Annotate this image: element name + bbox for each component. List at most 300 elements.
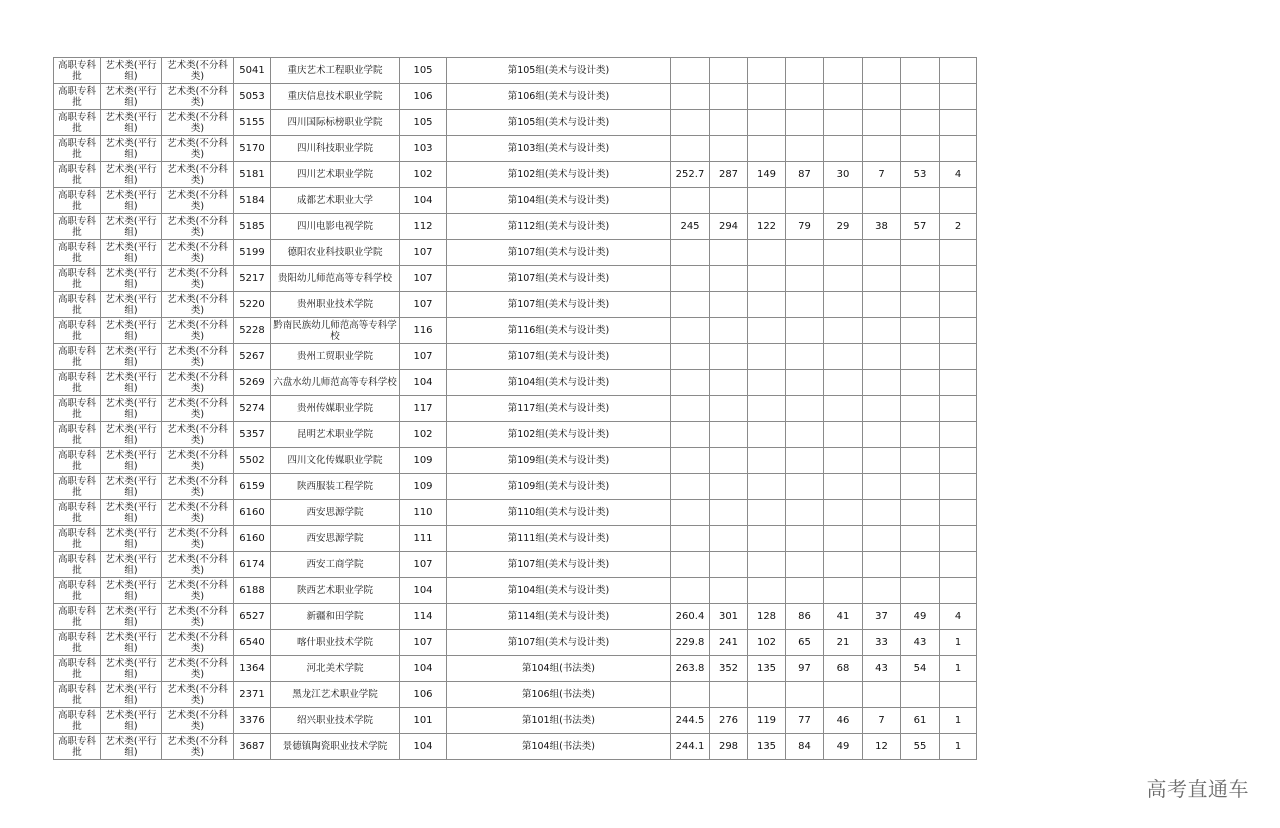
table-row — [54, 370, 977, 396]
school-name-cell: 景德镇陶瓷职业技术学院 — [271, 734, 400, 760]
subcategory-cell: 艺术类(不分科类) — [162, 110, 234, 136]
category-cell: 艺术类(平行组) — [101, 58, 162, 84]
subcategory-cell: 艺术类(不分科类) — [162, 422, 234, 448]
table-row — [54, 500, 977, 526]
score-col-8-cell — [940, 344, 977, 370]
group-code-cell: 110 — [400, 500, 447, 526]
score-col-6-cell — [863, 578, 901, 604]
category-cell: 艺术类(平行组) — [101, 292, 162, 318]
school-name-cell: 喀什职业技术学院 — [271, 630, 400, 656]
score-col-5-cell — [824, 266, 863, 292]
table-row — [54, 656, 977, 682]
category-cell: 艺术类(平行组) — [101, 318, 162, 344]
score-col-1-cell: 244.1 — [671, 734, 710, 760]
score-col-4-cell — [786, 84, 824, 110]
score-col-2-cell — [710, 136, 748, 162]
table-body — [54, 58, 977, 760]
subcategory-cell: 艺术类(不分科类) — [162, 734, 234, 760]
group-name-cell: 第110组(美术与设计类) — [447, 500, 671, 526]
score-col-6-cell — [863, 474, 901, 500]
table-row — [54, 422, 977, 448]
group-code-cell: 104 — [400, 734, 447, 760]
score-col-6-cell — [863, 84, 901, 110]
score-col-4-cell — [786, 344, 824, 370]
score-col-6-cell — [863, 110, 901, 136]
score-col-6-cell: 38 — [863, 214, 901, 240]
batch-cell: 高职专科批 — [54, 266, 101, 292]
group-code-cell: 107 — [400, 292, 447, 318]
group-name-cell: 第107组(美术与设计类) — [447, 630, 671, 656]
score-col-6-cell: 7 — [863, 708, 901, 734]
score-col-2-cell — [710, 266, 748, 292]
school-code-cell: 6540 — [234, 630, 271, 656]
category-cell: 艺术类(平行组) — [101, 396, 162, 422]
group-name-cell: 第116组(美术与设计类) — [447, 318, 671, 344]
subcategory-cell: 艺术类(不分科类) — [162, 448, 234, 474]
score-col-4-cell: 87 — [786, 162, 824, 188]
score-col-6-cell — [863, 682, 901, 708]
subcategory-cell: 艺术类(不分科类) — [162, 526, 234, 552]
score-col-4-cell — [786, 370, 824, 396]
group-code-cell: 116 — [400, 318, 447, 344]
school-name-cell: 德阳农业科技职业学院 — [271, 240, 400, 266]
group-code-cell: 102 — [400, 162, 447, 188]
score-col-4-cell — [786, 188, 824, 214]
score-col-3-cell — [748, 344, 786, 370]
score-col-7-cell — [901, 682, 940, 708]
school-name-cell: 新疆和田学院 — [271, 604, 400, 630]
table-row — [54, 292, 977, 318]
score-col-8-cell — [940, 552, 977, 578]
table-row — [54, 188, 977, 214]
table-row — [54, 84, 977, 110]
batch-cell: 高职专科批 — [54, 474, 101, 500]
score-col-3-cell: 119 — [748, 708, 786, 734]
score-col-2-cell — [710, 370, 748, 396]
admission-table — [53, 57, 977, 760]
score-col-3-cell — [748, 110, 786, 136]
score-col-7-cell — [901, 188, 940, 214]
score-col-1-cell — [671, 552, 710, 578]
group-name-cell: 第106组(书法类) — [447, 682, 671, 708]
school-name-cell: 四川电影电视学院 — [271, 214, 400, 240]
score-col-3-cell — [748, 84, 786, 110]
batch-cell: 高职专科批 — [54, 370, 101, 396]
table-row — [54, 58, 977, 84]
score-col-1-cell: 244.5 — [671, 708, 710, 734]
score-col-8-cell: 1 — [940, 734, 977, 760]
school-code-cell: 5184 — [234, 188, 271, 214]
category-cell: 艺术类(平行组) — [101, 214, 162, 240]
subcategory-cell: 艺术类(不分科类) — [162, 292, 234, 318]
score-col-2-cell: 241 — [710, 630, 748, 656]
school-code-cell: 3376 — [234, 708, 271, 734]
subcategory-cell: 艺术类(不分科类) — [162, 318, 234, 344]
score-col-7-cell: 49 — [901, 604, 940, 630]
score-col-1-cell — [671, 500, 710, 526]
batch-cell: 高职专科批 — [54, 214, 101, 240]
score-col-2-cell: 287 — [710, 162, 748, 188]
table-row — [54, 734, 977, 760]
score-col-1-cell — [671, 110, 710, 136]
score-col-7-cell — [901, 422, 940, 448]
score-col-7-cell: 54 — [901, 656, 940, 682]
category-cell: 艺术类(平行组) — [101, 110, 162, 136]
table-row — [54, 110, 977, 136]
subcategory-cell: 艺术类(不分科类) — [162, 552, 234, 578]
batch-cell: 高职专科批 — [54, 162, 101, 188]
category-cell: 艺术类(平行组) — [101, 734, 162, 760]
group-name-cell: 第111组(美术与设计类) — [447, 526, 671, 552]
score-col-5-cell — [824, 396, 863, 422]
school-code-cell: 1364 — [234, 656, 271, 682]
batch-cell: 高职专科批 — [54, 578, 101, 604]
group-name-cell: 第104组(书法类) — [447, 734, 671, 760]
score-col-2-cell — [710, 552, 748, 578]
score-col-5-cell — [824, 682, 863, 708]
score-col-3-cell — [748, 422, 786, 448]
score-col-8-cell — [940, 58, 977, 84]
group-code-cell: 106 — [400, 682, 447, 708]
group-name-cell: 第117组(美术与设计类) — [447, 396, 671, 422]
group-name-cell: 第107组(美术与设计类) — [447, 266, 671, 292]
school-code-cell: 5199 — [234, 240, 271, 266]
score-col-4-cell: 84 — [786, 734, 824, 760]
score-col-7-cell — [901, 110, 940, 136]
group-code-cell: 104 — [400, 656, 447, 682]
score-col-5-cell — [824, 240, 863, 266]
score-col-6-cell — [863, 136, 901, 162]
category-cell: 艺术类(平行组) — [101, 682, 162, 708]
school-name-cell: 绍兴职业技术学院 — [271, 708, 400, 734]
group-name-cell: 第105组(美术与设计类) — [447, 110, 671, 136]
score-col-2-cell — [710, 240, 748, 266]
score-col-5-cell — [824, 318, 863, 344]
batch-cell: 高职专科批 — [54, 110, 101, 136]
score-col-5-cell — [824, 422, 863, 448]
score-col-1-cell — [671, 396, 710, 422]
category-cell: 艺术类(平行组) — [101, 188, 162, 214]
score-col-8-cell — [940, 110, 977, 136]
score-col-7-cell: 61 — [901, 708, 940, 734]
score-col-5-cell — [824, 578, 863, 604]
category-cell: 艺术类(平行组) — [101, 84, 162, 110]
score-col-5-cell — [824, 448, 863, 474]
admission-table-container — [53, 57, 977, 760]
score-col-5-cell: 29 — [824, 214, 863, 240]
score-col-2-cell — [710, 474, 748, 500]
category-cell: 艺术类(平行组) — [101, 266, 162, 292]
score-col-3-cell — [748, 370, 786, 396]
school-code-cell: 5269 — [234, 370, 271, 396]
score-col-6-cell — [863, 344, 901, 370]
batch-cell: 高职专科批 — [54, 448, 101, 474]
score-col-7-cell — [901, 318, 940, 344]
score-col-8-cell — [940, 422, 977, 448]
score-col-4-cell: 65 — [786, 630, 824, 656]
school-code-cell: 5357 — [234, 422, 271, 448]
group-name-cell: 第104组(美术与设计类) — [447, 578, 671, 604]
batch-cell: 高职专科批 — [54, 240, 101, 266]
score-col-7-cell: 53 — [901, 162, 940, 188]
score-col-8-cell — [940, 682, 977, 708]
subcategory-cell: 艺术类(不分科类) — [162, 266, 234, 292]
score-col-6-cell — [863, 396, 901, 422]
score-col-4-cell — [786, 58, 824, 84]
school-code-cell: 5041 — [234, 58, 271, 84]
score-col-5-cell — [824, 526, 863, 552]
group-code-cell: 104 — [400, 578, 447, 604]
batch-cell: 高职专科批 — [54, 58, 101, 84]
score-col-2-cell — [710, 318, 748, 344]
score-col-1-cell — [671, 266, 710, 292]
group-code-cell: 105 — [400, 110, 447, 136]
subcategory-cell: 艺术类(不分科类) — [162, 604, 234, 630]
score-col-4-cell — [786, 474, 824, 500]
score-col-4-cell — [786, 552, 824, 578]
batch-cell: 高职专科批 — [54, 292, 101, 318]
table-row — [54, 630, 977, 656]
table-row — [54, 604, 977, 630]
score-col-3-cell — [748, 318, 786, 344]
score-col-8-cell — [940, 318, 977, 344]
batch-cell: 高职专科批 — [54, 734, 101, 760]
score-col-6-cell — [863, 552, 901, 578]
school-name-cell: 昆明艺术职业学院 — [271, 422, 400, 448]
subcategory-cell: 艺术类(不分科类) — [162, 344, 234, 370]
subcategory-cell: 艺术类(不分科类) — [162, 84, 234, 110]
score-col-1-cell — [671, 136, 710, 162]
score-col-4-cell: 97 — [786, 656, 824, 682]
group-code-cell: 102 — [400, 422, 447, 448]
score-col-3-cell — [748, 500, 786, 526]
score-col-4-cell — [786, 396, 824, 422]
score-col-3-cell — [748, 526, 786, 552]
group-code-cell: 111 — [400, 526, 447, 552]
score-col-3-cell: 102 — [748, 630, 786, 656]
score-col-1-cell — [671, 318, 710, 344]
school-code-cell: 5274 — [234, 396, 271, 422]
subcategory-cell: 艺术类(不分科类) — [162, 162, 234, 188]
score-col-6-cell — [863, 318, 901, 344]
subcategory-cell: 艺术类(不分科类) — [162, 578, 234, 604]
score-col-5-cell — [824, 552, 863, 578]
score-col-7-cell: 55 — [901, 734, 940, 760]
score-col-1-cell — [671, 370, 710, 396]
category-cell: 艺术类(平行组) — [101, 370, 162, 396]
score-col-7-cell: 43 — [901, 630, 940, 656]
score-col-7-cell — [901, 266, 940, 292]
batch-cell: 高职专科批 — [54, 500, 101, 526]
score-col-3-cell — [748, 266, 786, 292]
score-col-4-cell — [786, 266, 824, 292]
group-name-cell: 第107组(美术与设计类) — [447, 552, 671, 578]
score-col-8-cell — [940, 188, 977, 214]
group-name-cell: 第105组(美术与设计类) — [447, 58, 671, 84]
score-col-1-cell — [671, 240, 710, 266]
score-col-3-cell — [748, 240, 786, 266]
table-row — [54, 136, 977, 162]
score-col-5-cell: 21 — [824, 630, 863, 656]
score-col-6-cell — [863, 448, 901, 474]
score-col-6-cell: 43 — [863, 656, 901, 682]
score-col-8-cell — [940, 266, 977, 292]
score-col-3-cell — [748, 682, 786, 708]
score-col-2-cell: 301 — [710, 604, 748, 630]
batch-cell: 高职专科批 — [54, 682, 101, 708]
score-col-6-cell: 37 — [863, 604, 901, 630]
score-col-3-cell: 149 — [748, 162, 786, 188]
category-cell: 艺术类(平行组) — [101, 422, 162, 448]
score-col-6-cell — [863, 58, 901, 84]
category-cell: 艺术类(平行组) — [101, 344, 162, 370]
score-col-4-cell — [786, 110, 824, 136]
score-col-7-cell — [901, 396, 940, 422]
score-col-7-cell — [901, 474, 940, 500]
score-col-1-cell — [671, 474, 710, 500]
score-col-2-cell: 294 — [710, 214, 748, 240]
subcategory-cell: 艺术类(不分科类) — [162, 396, 234, 422]
category-cell: 艺术类(平行组) — [101, 578, 162, 604]
score-col-6-cell: 12 — [863, 734, 901, 760]
score-col-3-cell — [748, 58, 786, 84]
batch-cell: 高职专科批 — [54, 526, 101, 552]
school-code-cell: 5181 — [234, 162, 271, 188]
school-name-cell: 黔南民族幼儿师范高等专科学校 — [271, 318, 400, 344]
school-code-cell: 5502 — [234, 448, 271, 474]
school-name-cell: 成都艺术职业大学 — [271, 188, 400, 214]
group-code-cell: 107 — [400, 630, 447, 656]
score-col-1-cell — [671, 58, 710, 84]
score-col-8-cell — [940, 370, 977, 396]
score-col-2-cell: 276 — [710, 708, 748, 734]
category-cell: 艺术类(平行组) — [101, 526, 162, 552]
group-name-cell: 第107组(美术与设计类) — [447, 240, 671, 266]
score-col-8-cell — [940, 526, 977, 552]
subcategory-cell: 艺术类(不分科类) — [162, 214, 234, 240]
score-col-1-cell — [671, 578, 710, 604]
score-col-7-cell — [901, 448, 940, 474]
batch-cell: 高职专科批 — [54, 396, 101, 422]
score-col-4-cell — [786, 240, 824, 266]
school-name-cell: 黑龙江艺术职业学院 — [271, 682, 400, 708]
subcategory-cell: 艺术类(不分科类) — [162, 188, 234, 214]
score-col-5-cell — [824, 84, 863, 110]
score-col-2-cell — [710, 422, 748, 448]
score-col-1-cell — [671, 188, 710, 214]
score-col-5-cell: 46 — [824, 708, 863, 734]
score-col-2-cell: 352 — [710, 656, 748, 682]
score-col-1-cell — [671, 84, 710, 110]
school-code-cell: 6188 — [234, 578, 271, 604]
group-code-cell: 109 — [400, 448, 447, 474]
school-name-cell: 四川国际标榜职业学院 — [271, 110, 400, 136]
category-cell: 艺术类(平行组) — [101, 500, 162, 526]
group-code-cell: 109 — [400, 474, 447, 500]
score-col-2-cell: 298 — [710, 734, 748, 760]
group-name-cell: 第109组(美术与设计类) — [447, 448, 671, 474]
score-col-3-cell: 135 — [748, 656, 786, 682]
group-name-cell: 第104组(美术与设计类) — [447, 370, 671, 396]
score-col-6-cell: 33 — [863, 630, 901, 656]
score-col-1-cell: 263.8 — [671, 656, 710, 682]
score-col-4-cell — [786, 136, 824, 162]
score-col-2-cell — [710, 578, 748, 604]
category-cell: 艺术类(平行组) — [101, 240, 162, 266]
score-col-1-cell — [671, 422, 710, 448]
school-name-cell: 重庆信息技术职业学院 — [271, 84, 400, 110]
score-col-5-cell — [824, 292, 863, 318]
score-col-4-cell — [786, 682, 824, 708]
score-col-4-cell — [786, 526, 824, 552]
subcategory-cell: 艺术类(不分科类) — [162, 240, 234, 266]
group-code-cell: 107 — [400, 266, 447, 292]
score-col-5-cell — [824, 370, 863, 396]
school-name-cell: 六盘水幼儿师范高等专科学校 — [271, 370, 400, 396]
category-cell: 艺术类(平行组) — [101, 552, 162, 578]
group-code-cell: 112 — [400, 214, 447, 240]
school-code-cell: 2371 — [234, 682, 271, 708]
score-col-2-cell — [710, 448, 748, 474]
group-code-cell: 117 — [400, 396, 447, 422]
batch-cell: 高职专科批 — [54, 656, 101, 682]
score-col-5-cell: 49 — [824, 734, 863, 760]
table-row — [54, 708, 977, 734]
score-col-3-cell — [748, 292, 786, 318]
score-col-2-cell — [710, 526, 748, 552]
score-col-2-cell — [710, 58, 748, 84]
score-col-4-cell — [786, 422, 824, 448]
category-cell: 艺术类(平行组) — [101, 162, 162, 188]
group-code-cell: 114 — [400, 604, 447, 630]
score-col-5-cell — [824, 474, 863, 500]
subcategory-cell: 艺术类(不分科类) — [162, 630, 234, 656]
school-name-cell: 贵州工贸职业学院 — [271, 344, 400, 370]
group-code-cell: 101 — [400, 708, 447, 734]
score-col-5-cell — [824, 344, 863, 370]
score-col-8-cell: 2 — [940, 214, 977, 240]
batch-cell: 高职专科批 — [54, 318, 101, 344]
school-name-cell: 贵阳幼儿师范高等专科学校 — [271, 266, 400, 292]
table-row — [54, 474, 977, 500]
table-row — [54, 552, 977, 578]
batch-cell: 高职专科批 — [54, 630, 101, 656]
group-code-cell: 104 — [400, 188, 447, 214]
score-col-6-cell — [863, 526, 901, 552]
score-col-5-cell — [824, 110, 863, 136]
group-name-cell: 第106组(美术与设计类) — [447, 84, 671, 110]
subcategory-cell: 艺术类(不分科类) — [162, 656, 234, 682]
score-col-3-cell — [748, 136, 786, 162]
table-row — [54, 266, 977, 292]
score-col-2-cell — [710, 292, 748, 318]
score-col-6-cell — [863, 422, 901, 448]
school-name-cell: 四川科技职业学院 — [271, 136, 400, 162]
score-col-1-cell — [671, 448, 710, 474]
school-name-cell: 陕西服装工程学院 — [271, 474, 400, 500]
group-name-cell: 第114组(美术与设计类) — [447, 604, 671, 630]
subcategory-cell: 艺术类(不分科类) — [162, 136, 234, 162]
category-cell: 艺术类(平行组) — [101, 448, 162, 474]
batch-cell: 高职专科批 — [54, 344, 101, 370]
score-col-8-cell — [940, 84, 977, 110]
school-code-cell: 5217 — [234, 266, 271, 292]
score-col-5-cell — [824, 136, 863, 162]
subcategory-cell: 艺术类(不分科类) — [162, 58, 234, 84]
school-name-cell: 西安工商学院 — [271, 552, 400, 578]
score-col-4-cell — [786, 318, 824, 344]
score-col-8-cell — [940, 240, 977, 266]
